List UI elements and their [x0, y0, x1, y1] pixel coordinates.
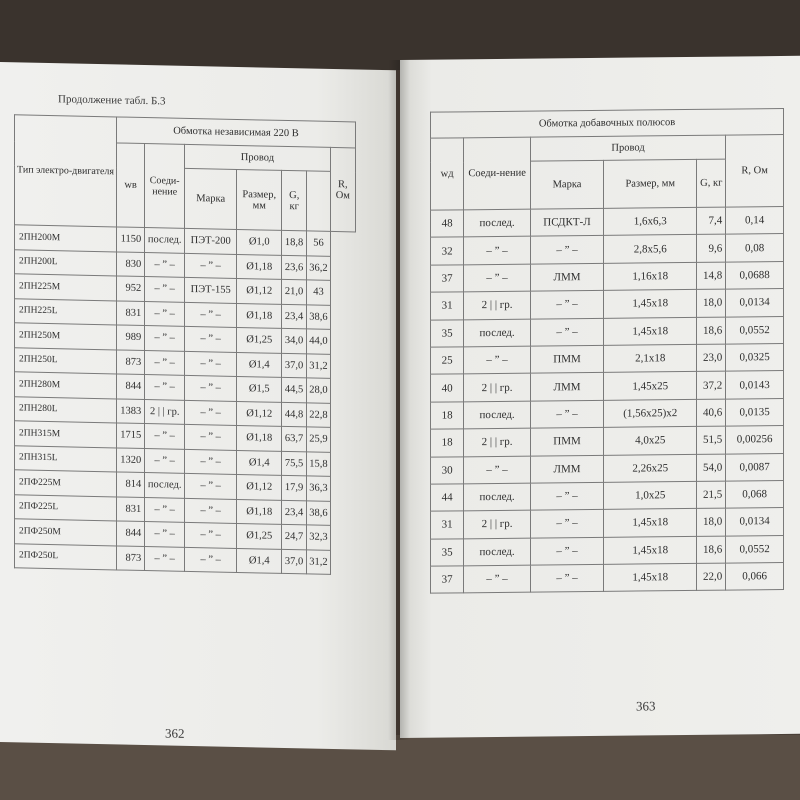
cell-type: 2ПН315М [15, 421, 117, 448]
cell-weight: 18,6 [697, 317, 726, 345]
cell-size: 1,45х25 [604, 372, 697, 400]
cell-mark: – ” – [530, 318, 603, 346]
cell-type: 2ПН250L [15, 347, 117, 374]
cell-connection: послед. [464, 209, 531, 237]
cell-resistance: 0,0688 [726, 261, 784, 289]
cell-connection: – ” – [464, 565, 531, 593]
cell-connection: – ” – [145, 301, 185, 326]
table-row [431, 453, 784, 484]
cell-size: Ø1,5 [237, 376, 282, 401]
cell-resistance: 25,9 [307, 427, 330, 452]
cell-resistance: 38,6 [307, 500, 330, 525]
cell-type: 2ПФ225М [15, 470, 117, 497]
table-row [431, 289, 784, 320]
header-connection: Соеди-нение [145, 144, 185, 229]
cell-mark: – ” – [185, 400, 237, 426]
cell-connection: послед. [464, 538, 531, 566]
cell-mark: ПСДКТ-Л [530, 208, 603, 236]
cell-resistance: 0,00256 [726, 426, 784, 454]
cell-size: Ø1,4 [237, 352, 282, 377]
cell-resistance: 0,0135 [726, 398, 784, 426]
table-row [431, 371, 784, 402]
cell-w: 989 [117, 325, 145, 350]
header-size: Размер, мм [237, 169, 282, 230]
cell-size: 1,45х18 [604, 317, 697, 345]
cell-w: 1383 [117, 398, 145, 423]
cell-w: 831 [117, 496, 145, 521]
right-page [400, 56, 800, 738]
header-w: wв [117, 143, 145, 228]
cell-type: 2ПФ250L [15, 543, 117, 570]
right-table [430, 108, 784, 594]
table-row [431, 343, 784, 374]
cell-size: 2,26х25 [604, 454, 697, 482]
cell-mark: – ” – [530, 510, 603, 538]
cell-resistance: 0,0552 [726, 535, 784, 563]
cell-connection: послед. [464, 401, 531, 429]
header-wire: Провод [185, 144, 330, 171]
cell-weight: 21,0 [282, 279, 307, 304]
cell-mark: – ” – [185, 522, 237, 548]
cell-w: 830 [117, 251, 145, 276]
cell-size: 2,8х5,6 [604, 235, 697, 263]
cell-type: 2ПН280М [15, 372, 117, 399]
header-weight: G, кг [282, 170, 307, 231]
table-row [431, 234, 784, 265]
cell-mark: – ” – [530, 291, 603, 319]
page-number: 363 [636, 698, 656, 714]
cell-mark: – ” – [185, 326, 237, 352]
cell-mark: – ” – [185, 547, 237, 573]
cell-w: 30 [431, 456, 464, 484]
cell-connection: – ” – [145, 375, 185, 400]
cell-type: 2ПН250М [15, 323, 117, 350]
cell-mark: – ” – [185, 351, 237, 377]
cell-w: 18 [431, 402, 464, 430]
cell-size: 1,0х25 [604, 481, 697, 509]
cell-connection: – ” – [145, 424, 185, 449]
cell-weight: 18,8 [282, 230, 307, 255]
cell-w: 25 [431, 347, 464, 375]
cell-weight: 23,4 [282, 304, 307, 329]
cell-connection: – ” – [464, 237, 531, 265]
cell-weight: 44,5 [282, 377, 307, 402]
cell-connection: – ” – [145, 497, 185, 522]
cell-mark: ПММ [530, 345, 603, 373]
cell-weight: 34,0 [282, 328, 307, 353]
cell-connection: послед. [145, 473, 185, 498]
page-number: 362 [165, 725, 185, 741]
cell-w: 18 [431, 429, 464, 457]
cell-mark: – ” – [530, 400, 603, 428]
header-mark: Марка [185, 168, 237, 229]
cell-resistance: 31,2 [307, 549, 330, 574]
cell-mark: – ” – [530, 564, 603, 592]
cell-resistance: 44,0 [307, 329, 330, 354]
header-w: wд [431, 138, 464, 210]
cell-connection: 2 | | гр. [145, 399, 185, 424]
header-connection: Соеди-нение [464, 137, 531, 210]
cell-weight: 54,0 [697, 454, 726, 482]
cell-weight: 9,6 [697, 234, 726, 262]
cell-resistance: 56 [307, 231, 330, 256]
cell-weight: 44,8 [282, 402, 307, 427]
cell-mark: – ” – [530, 482, 603, 510]
cell-weight: 75,5 [282, 451, 307, 476]
cell-w: 844 [117, 521, 145, 546]
cell-type: 2ПН200L [15, 249, 117, 276]
header-group: Обмотка добавочных полюсов [431, 108, 784, 138]
cell-connection: – ” – [464, 456, 531, 484]
cell-weight: 22,0 [697, 563, 726, 591]
cell-mark: – ” – [185, 473, 237, 499]
cell-weight: 23,0 [697, 344, 726, 372]
cell-resistance: 36,2 [307, 255, 330, 280]
cell-resistance: 31,2 [307, 353, 330, 378]
cell-connection: 2 | | гр. [464, 510, 531, 538]
cell-w: 31 [431, 292, 464, 320]
cell-connection: 2 | | гр. [464, 373, 531, 401]
left-table [14, 114, 356, 575]
cell-connection: – ” – [145, 277, 185, 302]
cell-connection: послед. [464, 319, 531, 347]
cell-connection: – ” – [464, 264, 531, 292]
cell-weight: 37,0 [282, 353, 307, 378]
background-bottom [0, 735, 800, 800]
cell-w: 48 [431, 210, 464, 238]
table-row [431, 563, 784, 594]
cell-weight: 40,6 [697, 399, 726, 427]
cell-size: Ø1,4 [237, 450, 282, 475]
cell-size: 2,1х18 [604, 344, 697, 372]
cell-weight: 63,7 [282, 426, 307, 451]
cell-connection: – ” – [464, 346, 531, 374]
cell-size: (1,56х25)х2 [604, 399, 697, 427]
cell-size: 4,0х25 [604, 427, 697, 455]
cell-w: 831 [117, 300, 145, 325]
header-wire: Провод [530, 135, 725, 161]
cell-weight: 14,8 [697, 262, 726, 290]
table-row [431, 261, 784, 292]
cell-weight: 18,0 [697, 508, 726, 536]
cell-resistance: 0,0325 [726, 343, 784, 371]
header-type: Тип электро-двигателя [15, 115, 117, 227]
cell-w: 40 [431, 374, 464, 402]
cell-size: Ø1,12 [237, 474, 282, 499]
cell-w: 814 [117, 472, 145, 497]
cell-size: Ø1,12 [237, 278, 282, 303]
cell-connection: 2 | | гр. [464, 428, 531, 456]
cell-weight: 18,6 [697, 536, 726, 564]
cell-weight: 7,4 [697, 207, 726, 235]
cell-w: 44 [431, 484, 464, 512]
cell-connection: послед. [145, 228, 185, 253]
cell-weight: 37,0 [282, 549, 307, 574]
table-continuation-caption: Продолжение табл. Б.3 [58, 93, 166, 108]
table-row [431, 316, 784, 347]
cell-resistance: 32,3 [307, 525, 330, 550]
cell-size: Ø1,0 [237, 229, 282, 254]
cell-mark: – ” – [185, 253, 237, 279]
cell-resistance: 0,0552 [726, 316, 784, 344]
cell-type: 2ПФ225L [15, 494, 117, 521]
cell-connection: – ” – [145, 326, 185, 351]
cell-mark: – ” – [530, 537, 603, 565]
cell-size: Ø1,25 [237, 327, 282, 352]
cell-w: 37 [431, 566, 464, 594]
cell-size: Ø1,18 [237, 254, 282, 279]
right-table-body [431, 206, 784, 593]
cell-weight: 37,2 [697, 371, 726, 399]
cell-w: 37 [431, 265, 464, 293]
cell-size: 1,45х18 [604, 536, 697, 564]
cell-w: 1320 [117, 447, 145, 472]
cell-w: 873 [117, 349, 145, 374]
cell-connection: – ” – [145, 448, 185, 473]
cell-mark: – ” – [185, 302, 237, 328]
cell-size: Ø1,18 [237, 425, 282, 450]
cell-weight: 23,4 [282, 500, 307, 525]
cell-mark: ЛММ [530, 263, 603, 291]
cell-type: 2ПН225М [15, 274, 117, 301]
cell-mark: ЛММ [530, 455, 603, 483]
table-row [431, 480, 784, 511]
cell-mark: ЛММ [530, 373, 603, 401]
cell-mark: – ” – [185, 375, 237, 401]
cell-weight: 24,7 [282, 524, 307, 549]
cell-weight: 18,0 [697, 289, 726, 317]
cell-size: Ø1,4 [237, 548, 282, 573]
cell-connection: – ” – [145, 546, 185, 571]
cell-resistance: 36,3 [307, 476, 330, 501]
cell-weight: 51,5 [697, 426, 726, 454]
cell-weight: 21,5 [697, 481, 726, 509]
cell-connection: – ” – [145, 522, 185, 547]
cell-resistance: 0,0143 [726, 371, 784, 399]
cell-w: 35 [431, 539, 464, 567]
cell-w: 35 [431, 319, 464, 347]
cell-mark: – ” – [185, 498, 237, 524]
cell-size: Ø1,18 [237, 303, 282, 328]
cell-w: 952 [117, 276, 145, 301]
cell-size: 1,45х18 [604, 563, 697, 591]
cell-type: 2ПН225L [15, 298, 117, 325]
cell-connection: – ” – [145, 252, 185, 277]
cell-mark: ПММ [530, 427, 603, 455]
cell-type: 2ПФ250М [15, 519, 117, 546]
cell-resistance: 38,6 [307, 304, 330, 329]
cell-size: Ø1,12 [237, 401, 282, 426]
header-resistance: R, Ом [330, 147, 355, 232]
cell-w: 31 [431, 511, 464, 539]
cell-resistance: 0,066 [726, 563, 784, 591]
cell-resistance: 0,08 [726, 234, 784, 262]
cell-connection: послед. [464, 483, 531, 511]
cell-resistance: 28,0 [307, 378, 330, 403]
cell-size: 1,6х6,3 [604, 207, 697, 235]
header-resistance: R, Ом [726, 134, 784, 207]
cell-size: Ø1,25 [237, 523, 282, 548]
cell-mark: – ” – [185, 424, 237, 450]
book-gutter [388, 60, 410, 740]
cell-resistance: 22,8 [307, 402, 330, 427]
left-table-body [15, 225, 356, 575]
cell-size: 1,45х18 [604, 509, 697, 537]
cell-weight: 17,9 [282, 475, 307, 500]
cell-type: 2ПН280L [15, 396, 117, 423]
cell-type: 2ПН200М [15, 225, 117, 252]
cell-connection: – ” – [145, 350, 185, 375]
table-row [431, 206, 784, 237]
cell-resistance: 0,068 [726, 480, 784, 508]
cell-resistance: 43 [307, 280, 330, 305]
cell-w: 32 [431, 237, 464, 265]
cell-resistance: 0,0134 [726, 508, 784, 536]
cell-size: 1,45х18 [604, 290, 697, 318]
cell-connection: 2 | | гр. [464, 291, 531, 319]
cell-w: 1715 [117, 423, 145, 448]
cell-resistance: 15,8 [307, 451, 330, 476]
table-row [431, 426, 784, 457]
cell-mark: – ” – [530, 236, 603, 264]
cell-w: 1150 [117, 227, 145, 252]
header-size: Размер, мм [604, 159, 697, 208]
cell-type: 2ПН315L [15, 445, 117, 472]
cell-resistance: 0,14 [726, 206, 784, 234]
cell-mark: ПЭТ-155 [185, 277, 237, 303]
header-weight: G, кг [697, 159, 726, 207]
cell-weight: 23,6 [282, 255, 307, 280]
header-mark: Марка [530, 160, 603, 209]
cell-mark: ПЭТ-200 [185, 228, 237, 254]
cell-mark: – ” – [185, 449, 237, 475]
cell-resistance: 0,0087 [726, 453, 784, 481]
header-group: Обмотка независимая 220 В [117, 117, 356, 148]
cell-w: 873 [117, 545, 145, 570]
left-page [0, 62, 396, 750]
table-row [431, 398, 784, 429]
cell-w: 844 [117, 374, 145, 399]
cell-resistance: 0,0134 [726, 289, 784, 317]
table-row [431, 535, 784, 566]
cell-size: 1,16х18 [604, 262, 697, 290]
table-row [431, 508, 784, 539]
cell-size: Ø1,18 [237, 499, 282, 524]
